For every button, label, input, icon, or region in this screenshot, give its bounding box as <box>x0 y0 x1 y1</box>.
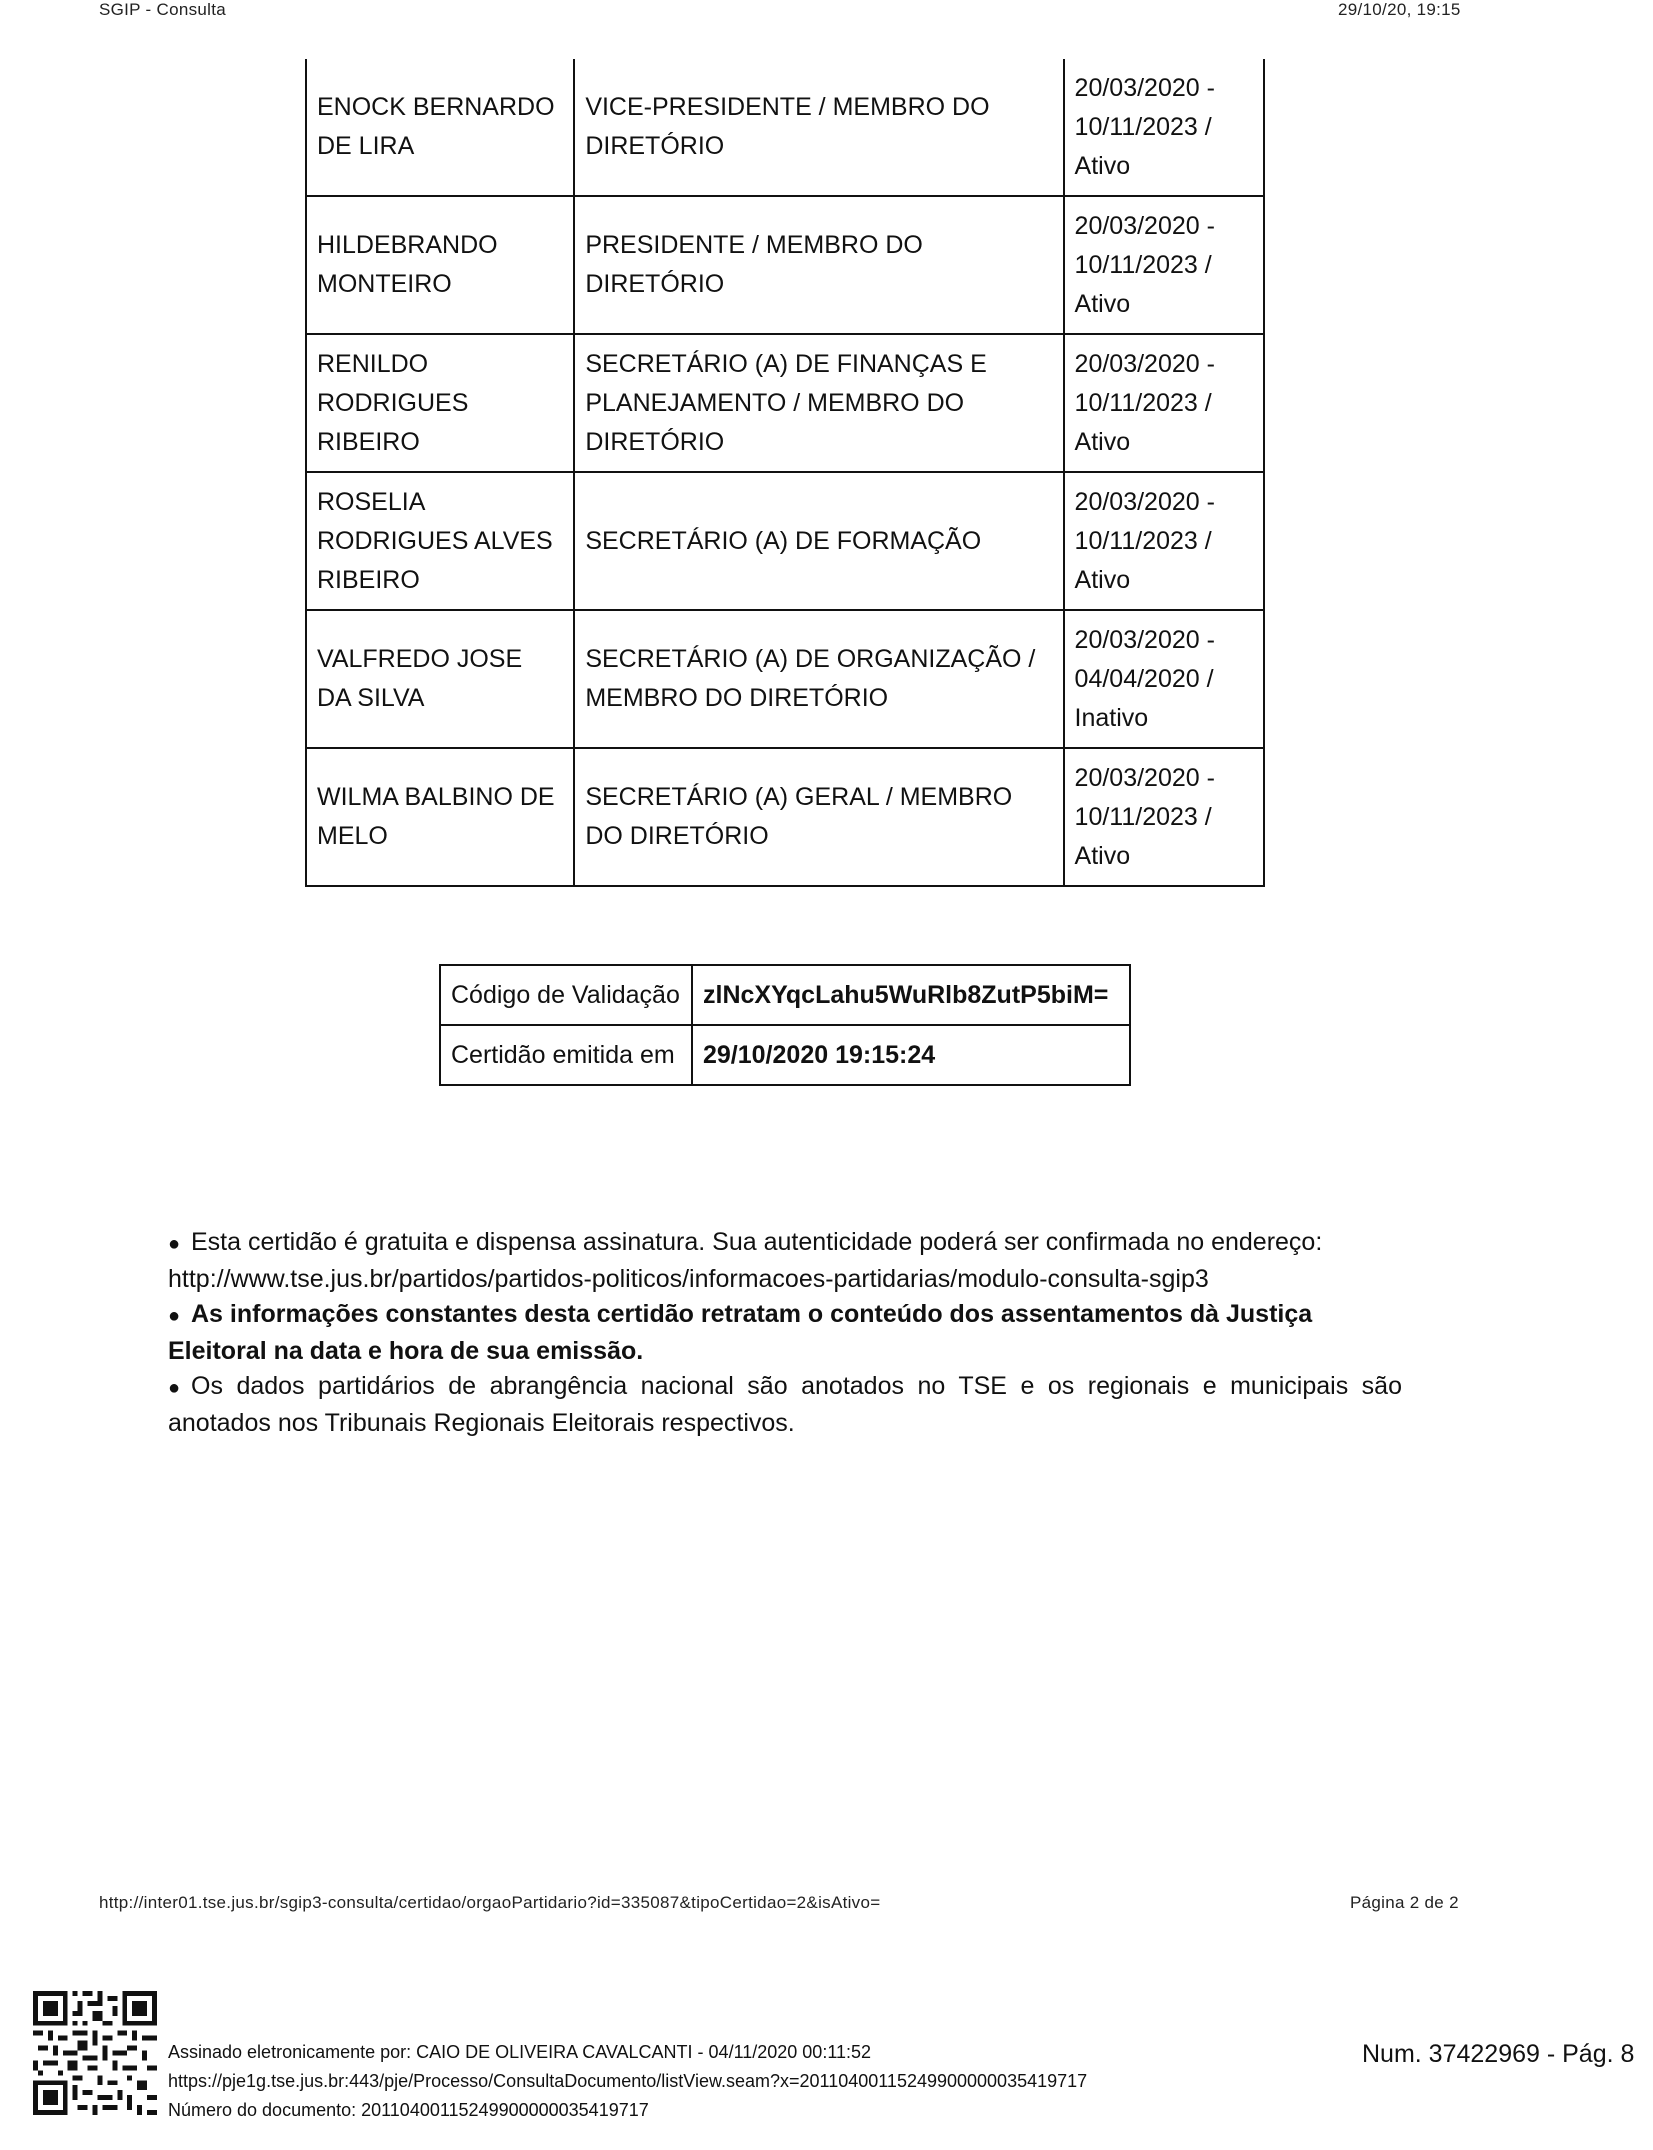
table-row <box>306 334 1264 472</box>
page-source-url[interactable]: http://inter01.tse.jus.br/sgip3-consulta/certidao/orgaoPartidario?id=335087&tipoCertidao=2&isAtivo= <box>99 1893 881 1912</box>
member-role: SECRETÁRIO (A) DE FINANÇAS E PLANEJAMENTO / MEMBRO DO DIRETÓRIO <box>574 334 1063 472</box>
note-text: Os dados partidários de abrangência nacional são anotados no TSE e os regionais e municipais são anotados nos Tribunais Regionais Eleitorais respectivos. <box>168 1372 1402 1437</box>
table-row <box>440 1025 1130 1085</box>
members-table <box>305 59 1265 887</box>
member-period: 20/03/2020 - 10/11/2023 / Ativo <box>1064 196 1264 334</box>
bullet-icon: ● <box>168 1233 181 1255</box>
process-page-number: Num. 37422969 - Pág. 8 <box>1362 2040 1635 2068</box>
browser-page-title: SGIP - Consulta <box>99 0 227 19</box>
member-role: PRESIDENTE / MEMBRO DO DIRETÓRIO <box>574 196 1063 334</box>
member-name: RENILDO RODRIGUES RIBEIRO <box>306 334 574 472</box>
validation-code-label: Código de Validação <box>440 965 692 1025</box>
member-period: 20/03/2020 - 10/11/2023 / Ativo <box>1064 748 1264 886</box>
issued-at-label: Certidão emitida em <box>440 1025 692 1085</box>
member-name: VALFREDO JOSE DA SILVA <box>306 610 574 748</box>
print-datetime: 29/10/20, 19:15 <box>1338 0 1461 19</box>
table-row <box>306 610 1264 748</box>
member-name: WILMA BALBINO DE MELO <box>306 748 574 886</box>
signed-by: Assinado eletronicamente por: CAIO DE OLIVEIRA CAVALCANTI - 04/11/2020 00:11:52 <box>168 2042 872 2062</box>
table-row <box>306 748 1264 886</box>
member-name: ROSELIA RODRIGUES ALVES RIBEIRO <box>306 472 574 610</box>
validation-table <box>439 964 1131 1086</box>
qr-code-icon <box>33 1991 157 2115</box>
member-name: HILDEBRANDO MONTEIRO <box>306 196 574 334</box>
certificate-notes <box>168 1225 1402 1441</box>
note-text: As informações constantes desta certidão retratam o conteúdo dos assentamentos dà Justiça Eleitoral na data e hora de sua emissão. <box>168 1300 1313 1365</box>
member-role: SECRETÁRIO (A) DE FORMAÇÃO <box>574 472 1063 610</box>
table-row <box>440 965 1130 1025</box>
member-role: SECRETÁRIO (A) GERAL / MEMBRO DO DIRETÓRIO <box>574 748 1063 886</box>
document-link[interactable]: https://pje1g.tse.jus.br:443/pje/Processo/ConsultaDocumento/listView.seam?x=20110400115249900000035419717 <box>168 2071 1088 2091</box>
table-row <box>306 59 1264 196</box>
signature-block <box>168 2038 1087 2125</box>
member-period: 20/03/2020 - 10/11/2023 / Ativo <box>1064 59 1264 196</box>
note-item <box>168 1297 1402 1369</box>
member-period: 20/03/2020 - 04/04/2020 / Inativo <box>1064 610 1264 748</box>
table-row <box>306 472 1264 610</box>
bullet-icon: ● <box>168 1377 181 1399</box>
table-row <box>306 196 1264 334</box>
note-item <box>168 1225 1402 1297</box>
issued-at-value: 29/10/2020 19:15:24 <box>692 1025 1130 1085</box>
validation-code-value: zlNcXYqcLahu5WuRlb8ZutP5biM= <box>692 965 1130 1025</box>
member-role: VICE-PRESIDENTE / MEMBRO DO DIRETÓRIO <box>574 59 1063 196</box>
member-role: SECRETÁRIO (A) DE ORGANIZAÇÃO / MEMBRO DO DIRETÓRIO <box>574 610 1063 748</box>
member-period: 20/03/2020 - 10/11/2023 / Ativo <box>1064 472 1264 610</box>
note-item <box>168 1369 1402 1441</box>
document-number: Número do documento: 20110400115249900000035419717 <box>168 2100 649 2120</box>
member-name: ENOCK BERNARDO DE LIRA <box>306 59 574 196</box>
bullet-icon: ● <box>168 1305 181 1327</box>
note-text: Esta certidão é gratuita e dispensa assinatura. Sua autenticidade poderá ser confirmada no endereço: <box>191 1228 1323 1256</box>
verification-link[interactable]: http://www.tse.jus.br/partidos/partidos-politicos/informacoes-partidarias/modulo-consulta-sgip3 <box>168 1265 1209 1293</box>
page-counter: Página 2 de 2 <box>1350 1893 1459 1912</box>
member-period: 20/03/2020 - 10/11/2023 / Ativo <box>1064 334 1264 472</box>
